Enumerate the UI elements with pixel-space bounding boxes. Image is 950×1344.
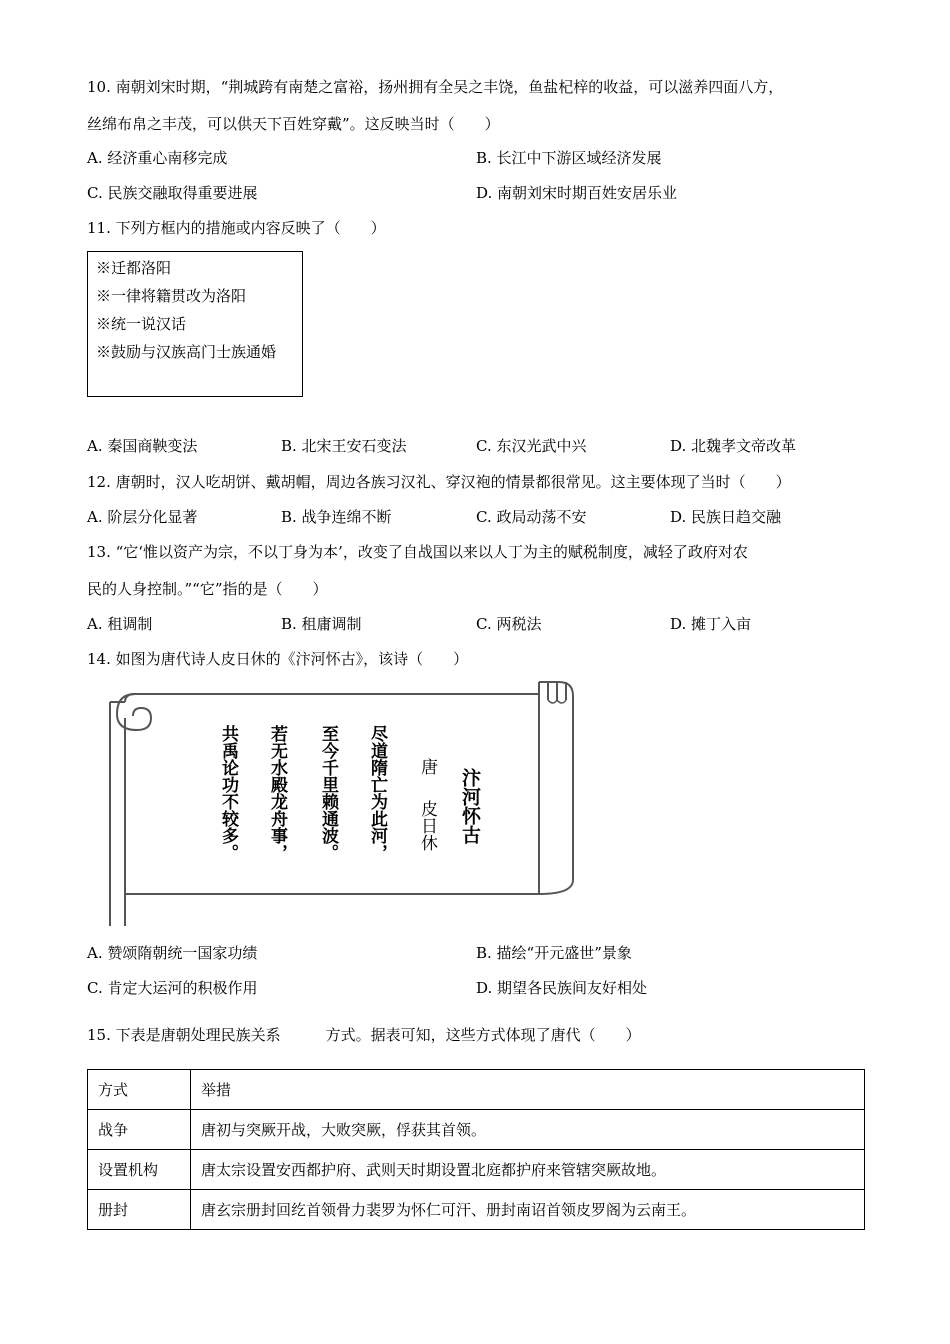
table-cell: 设置机构	[88, 1150, 191, 1190]
q14-option-b[interactable]: B. 描绘“开元盛世”景象	[476, 944, 632, 962]
table-header-cell: 举措	[191, 1070, 865, 1110]
q10-option-d[interactable]: D. 南朝刘宋时期百姓安居乐业	[476, 184, 678, 202]
table-cell: 唐玄宗册封回纥首领骨力裴罗为怀仁可汗、册封南诏首领皮罗阁为云南王。	[191, 1190, 865, 1230]
q12-stem: 12. 唐朝时，汉人吃胡饼、戴胡帽，周边各族习汉礼、穿汉袍的情景都很常见。这主要体现了当时（ ）	[87, 473, 791, 491]
q14-option-d[interactable]: D. 期望各民族间友好相处	[476, 979, 648, 997]
q14-stem: 14. 如图为唐代诗人皮日休的《汴河怀古》，该诗（ ）	[87, 650, 469, 668]
table-cell: 战争	[88, 1110, 191, 1150]
table-cell: 唐太宗设置安西都护府、武则天时期设置北庭都护府来管辖突厥故地。	[191, 1150, 865, 1190]
q11-measures-box	[87, 251, 303, 397]
q11-option-a[interactable]: A. 秦国商鞅变法	[87, 437, 198, 455]
q15-table	[87, 1069, 865, 1230]
q15-stem: 15. 下表是唐朝处理民族关系 方式。据表可知，这些方式体现了唐代（ ）	[87, 1026, 641, 1044]
q11-stem: 11. 下列方框内的措施或内容反映了（ ）	[87, 219, 386, 237]
poem-dynasty: 唐	[417, 758, 437, 775]
q10-stem-line2: 丝绵布帛之丰茂，可以供天下百姓穿戴”。这反映当时（ ）	[87, 115, 500, 133]
q14-option-c[interactable]: C. 肯定大运河的积极作用	[87, 979, 258, 997]
poem-line-3: 若无水殿龙舟事，	[267, 725, 287, 861]
q13-stem-line1: 13. “它‘惟以资产为宗，不以丁身为本’，改变了自战国以来以人丁为主的赋税制度，减轻了政府对农	[87, 543, 748, 561]
q11-option-b[interactable]: B. 北宋王安石变法	[281, 437, 407, 455]
table-row	[88, 1110, 865, 1150]
q10-option-b[interactable]: B. 长江中下游区域经济发展	[476, 149, 662, 167]
q10-option-c[interactable]: C. 民族交融取得重要进展	[87, 184, 258, 202]
q13-option-b[interactable]: B. 租庸调制	[281, 615, 362, 633]
q14-option-a[interactable]: A. 赞颂隋朝统一国家功绩	[87, 944, 258, 962]
q11-box-item: ※鼓励与汉族高门士族通婚	[96, 343, 277, 361]
table-header-row	[88, 1070, 865, 1110]
q11-option-d[interactable]: D. 北魏孝文帝改革	[670, 437, 797, 455]
q10-stem-line1: 10. 南朝刘宋时期，“荆城跨有南楚之富裕，扬州拥有全吴之丰饶，鱼盐杞梓的收益，可以滋养四面八方，	[87, 78, 784, 96]
poem-title: 汴河怀古	[459, 768, 481, 844]
q12-option-c[interactable]: C. 政局动荡不安	[476, 508, 587, 526]
poem-author: 皮日休	[417, 800, 437, 851]
poem-scroll-image	[107, 680, 579, 928]
q11-box-item: ※一律将籍贯改为洛阳	[96, 287, 247, 305]
q10-option-a[interactable]: A. 经济重心南移完成	[87, 149, 228, 167]
poem-line-2: 至今千里赖通波。	[318, 725, 338, 861]
q13-option-a[interactable]: A. 租调制	[87, 615, 153, 633]
q13-option-d[interactable]: D. 摊丁入亩	[670, 615, 752, 633]
poem-line-1: 尽道隋亡为此河，	[367, 725, 387, 861]
q12-option-b[interactable]: B. 战争连绵不断	[281, 508, 392, 526]
q11-box-item: ※迁都洛阳	[96, 259, 172, 277]
q13-stem-line2: 民的人身控制。”“它”指的是（ ）	[87, 580, 328, 598]
q13-option-c[interactable]: C. 两税法	[476, 615, 542, 633]
table-row	[88, 1150, 865, 1190]
table-cell: 唐初与突厥开战，大败突厥，俘获其首领。	[191, 1110, 865, 1150]
q12-option-d[interactable]: D. 民族日趋交融	[670, 508, 782, 526]
q11-box-item: ※统一说汉话	[96, 315, 187, 333]
poem-line-4: 共禹论功不较多。	[218, 725, 238, 861]
table-cell: 册封	[88, 1190, 191, 1230]
table-header-cell: 方式	[88, 1070, 191, 1110]
q11-option-c[interactable]: C. 东汉光武中兴	[476, 437, 587, 455]
q12-option-a[interactable]: A. 阶层分化显著	[87, 508, 198, 526]
table-row	[88, 1190, 865, 1230]
